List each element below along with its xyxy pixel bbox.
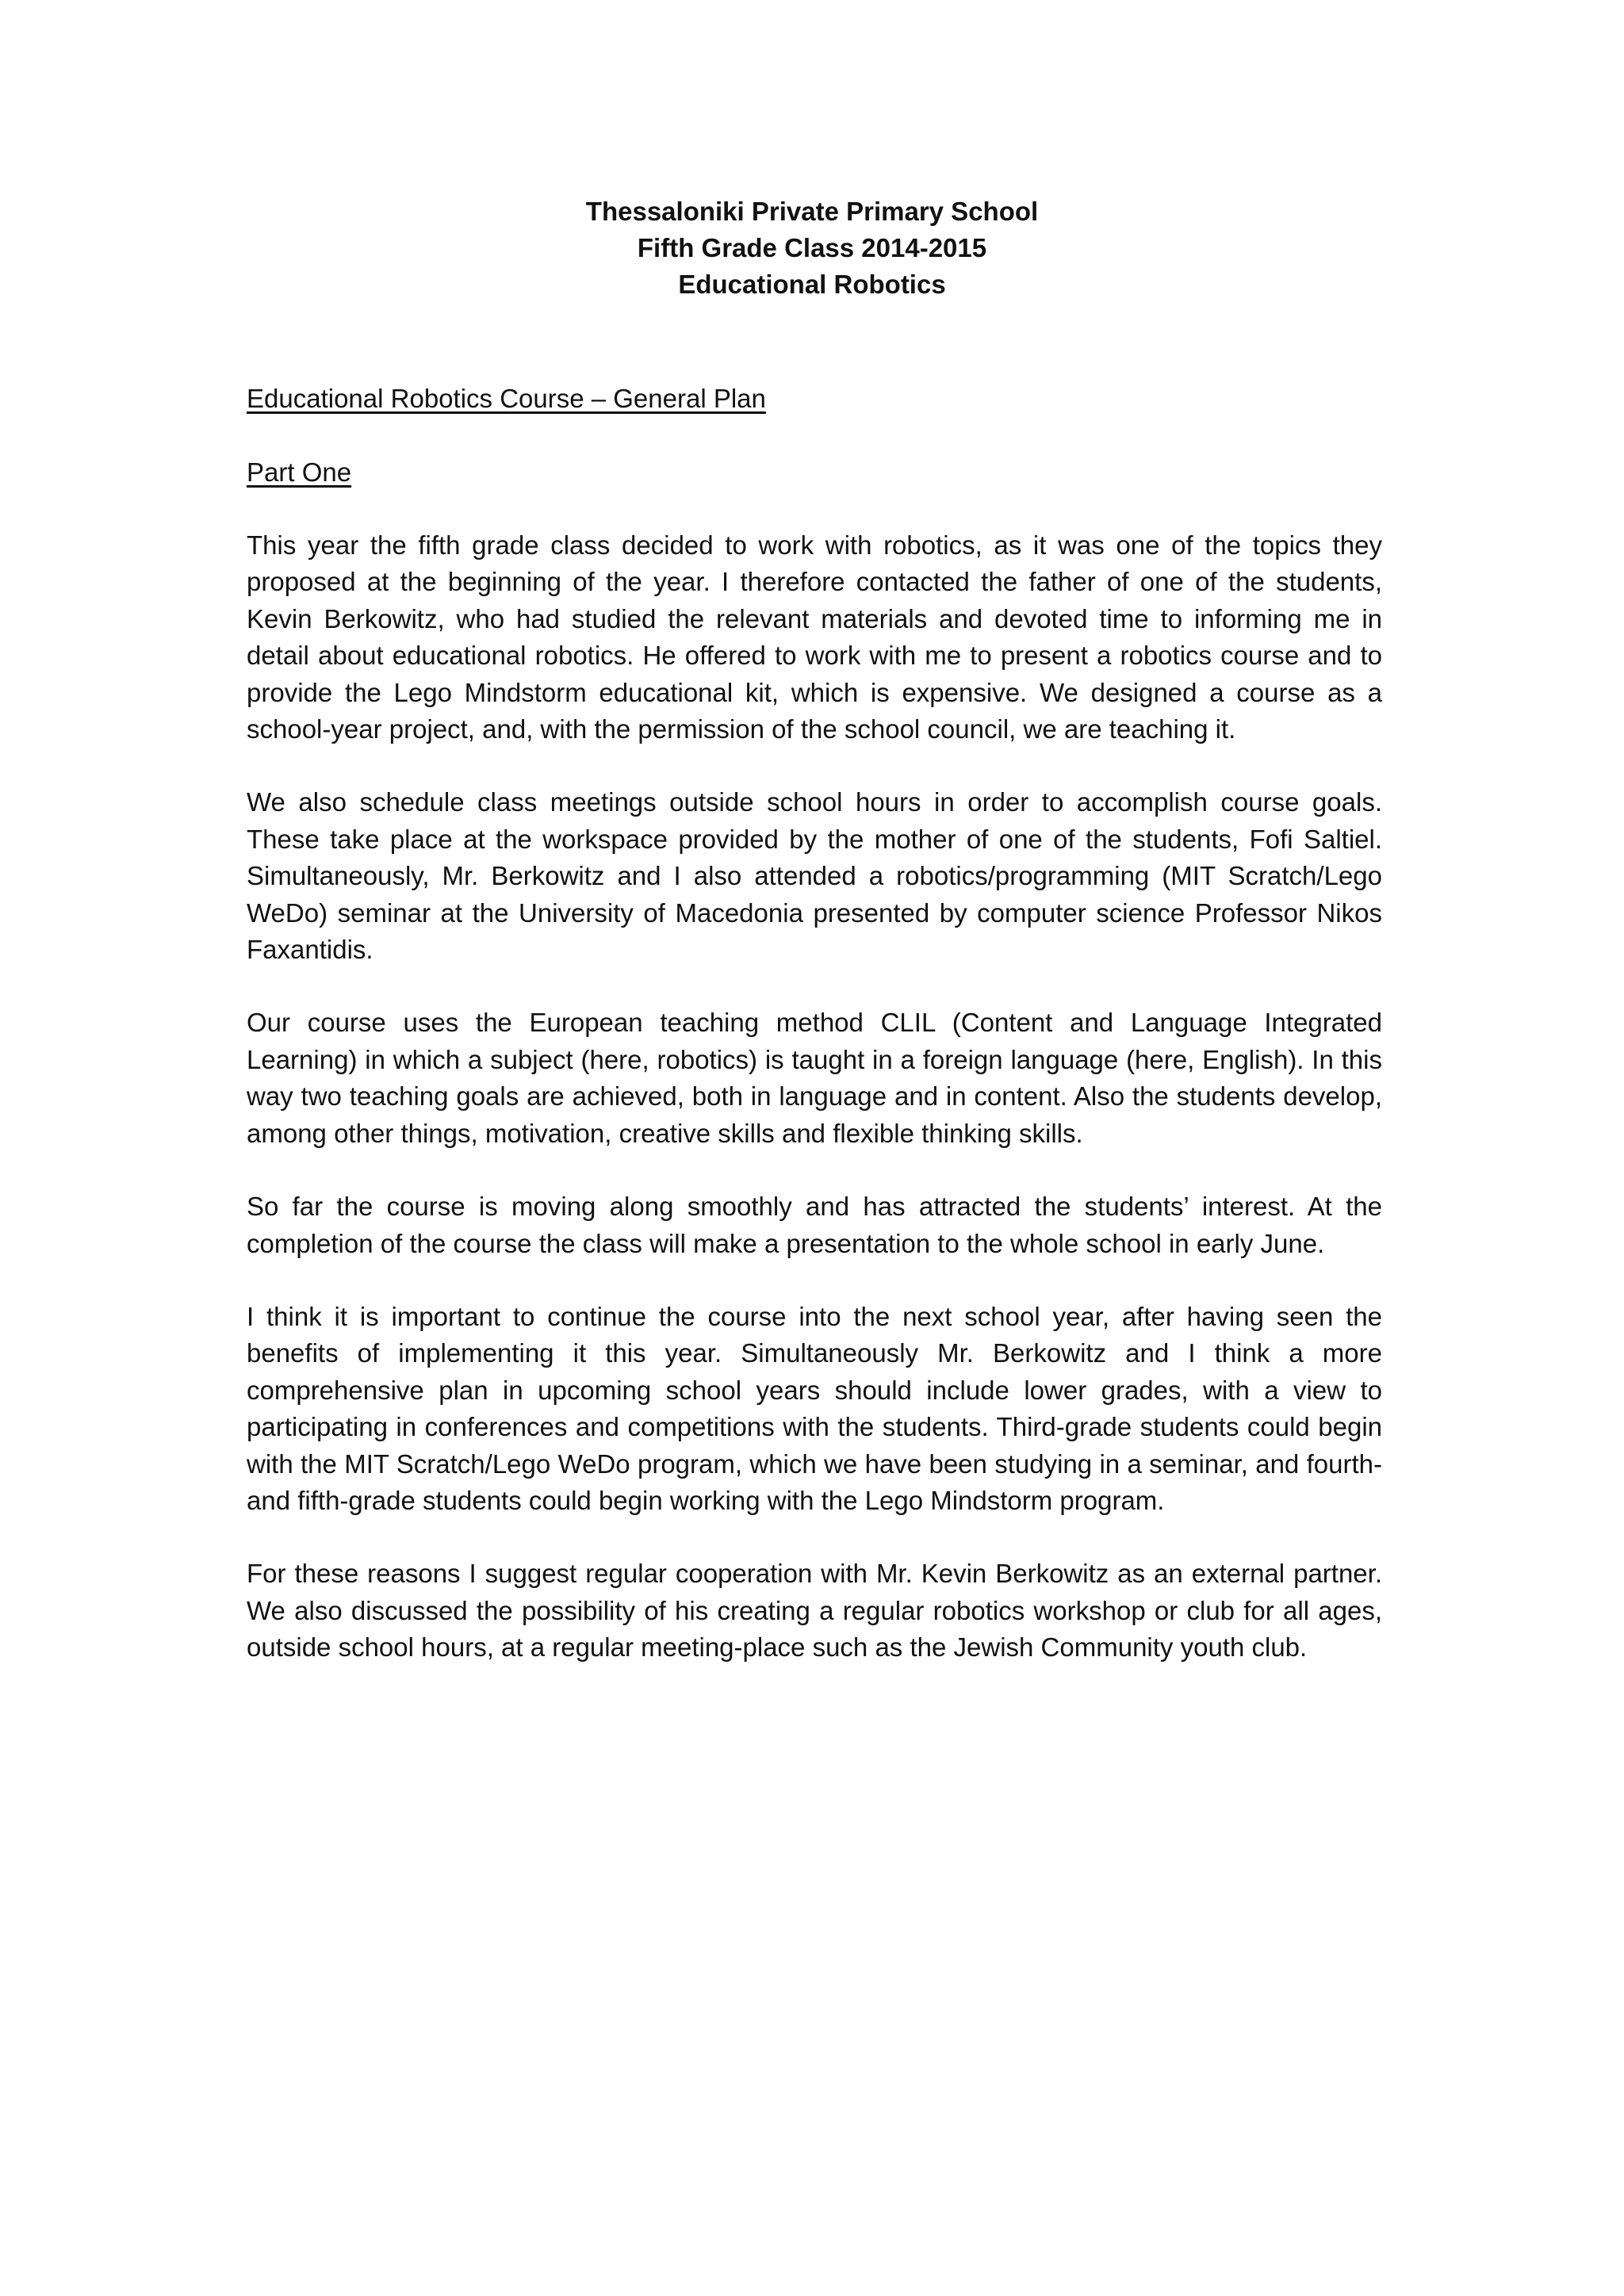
subject-name: Educational Robotics (678, 270, 946, 299)
paragraph-cooperation: For these reasons I suggest regular cooperation with Mr. Kevin Berkowitz as an external partner. We also discussed the possibility of his creating a regular robotics workshop or club for all ages, outside school hours, at a regular meeting-place such as the Jewish Community youth club. (247, 1559, 1382, 1663)
paragraph-continuation: I think it is important to continue the course into the next school year, after having seen the benefits of implementing it this year. Simultaneously Mr. Berkowitz and I think a more comprehensive plan in upcoming school years should include lower grades, with a view to participating in conferences and competitions with the students. Third-grade students could begin with the MIT Scratch/Lego WeDo program, which we have been studying in a seminar, and fourth- and fifth-grade students could begin working with the Lego Mindstorm program. (247, 1301, 1382, 1515)
paragraph-method: Our course uses the European teaching method CLIL (Content and Language Integrated Learning) in which a subject (here, robotics) is taught in a foreign language (here, English). In this way two teaching goals are achieved, both in language and in content. Also the students develop, among other things, motivation, creative skills and flexible thinking skills. (247, 1008, 1382, 1148)
course-title: Educational Robotics Course – General Plan (247, 384, 766, 413)
part-heading: Part One (247, 457, 352, 487)
paragraph-progress: So far the course is moving along smoothly and has attracted the students’ interest. At the completion of the course the class will make a presentation to the whole school in early June. (247, 1192, 1382, 1258)
paragraph-intro: This year the fifth grade class decided to work with robotics, as it was one of the topics they proposed at the beginning of the year. I therefore contacted the father of one of the students, Kevin Berkowitz, who had studied the relevant materials and devoted time to informing me in detail about educational robotics. He offered to work with me to present a robotics course and to provide the Lego Mindstorm educational kit, which is expensive. We designed a course as a school-year project, and, with the permission of the school council, we are teaching it. (247, 530, 1382, 744)
school-name: Thessaloniki Private Primary School (585, 197, 1039, 226)
paragraph-meetings: We also schedule class meetings outside school hours in order to accomplish course goals. These take place at the workspace provided by the mother of one of the students, Fofi Saltiel. Simultaneously, Mr. Berkowitz and I also attended a robotics/programming (MIT Scratch/Lego WeDo) seminar at the University of Macedonia presented by computer science Professor Nikos Faxantidis. (247, 787, 1382, 965)
document-body (247, 381, 1382, 1703)
document-header (0, 193, 1624, 303)
class-name: Fifth Grade Class 2014-2015 (637, 233, 987, 262)
